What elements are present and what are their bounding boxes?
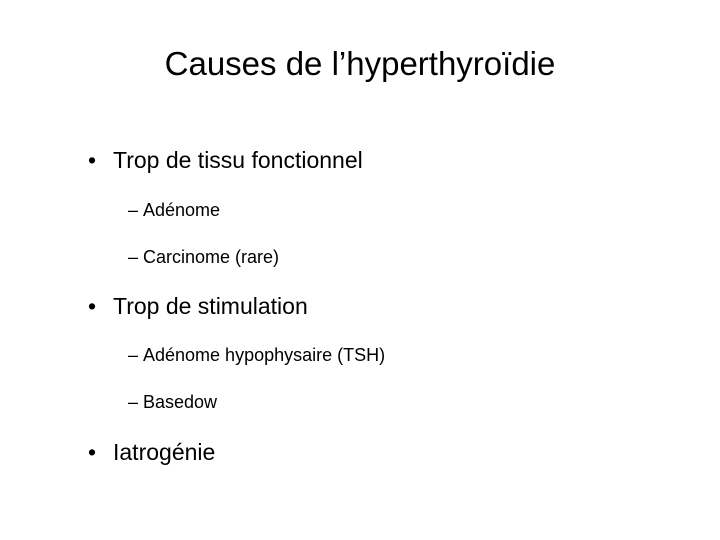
sub-bullet-item bbox=[128, 344, 385, 366]
slide-title: Causes de l’hyperthyroïdie bbox=[164, 45, 556, 82]
sub-bullet-marker: – bbox=[128, 345, 139, 365]
sub-bullet-text: Adénome hypophysaire (TSH) bbox=[143, 345, 386, 365]
bullet-item bbox=[88, 438, 215, 466]
sub-bullet-item bbox=[128, 246, 279, 268]
sub-bullet-marker: – bbox=[128, 392, 139, 412]
bullet-item bbox=[88, 146, 363, 174]
sub-bullet-text: Basedow bbox=[143, 392, 218, 412]
sub-bullet-marker: – bbox=[128, 200, 139, 220]
sub-bullet-item bbox=[128, 199, 220, 221]
bullet-item bbox=[88, 292, 308, 320]
bullet-text: Iatrogénie bbox=[113, 439, 216, 465]
bullet-marker: • bbox=[88, 147, 97, 173]
bullet-marker: • bbox=[88, 439, 97, 465]
sub-bullet-marker: – bbox=[128, 247, 139, 267]
sub-bullet-text: Adénome bbox=[143, 200, 221, 220]
sub-bullet-text: Carcinome (rare) bbox=[143, 247, 280, 267]
bullet-text: Trop de stimulation bbox=[113, 293, 308, 319]
sub-bullet-item bbox=[128, 391, 217, 413]
bullet-marker: • bbox=[88, 293, 97, 319]
bullet-text: Trop de tissu fonctionnel bbox=[113, 147, 363, 173]
